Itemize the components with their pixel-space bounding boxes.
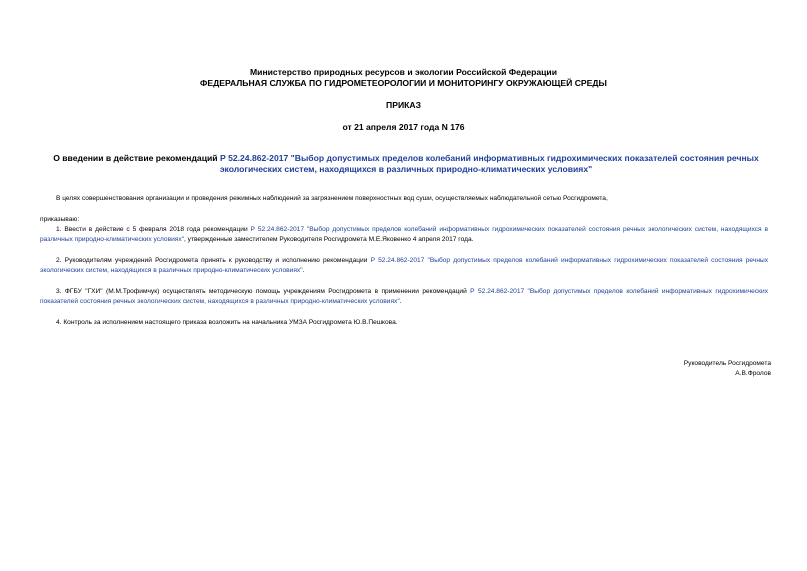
item-2-document-link[interactable]: Р 52.24.862-2017 "Выбор допустимых пределов колебаний информативных гидрохимических показателей состояния речных экологических систем, находящихся в различных природно-климатических условиях" <box>40 257 768 274</box>
title-prefix: О введении в действие рекомендаций <box>53 153 220 163</box>
item-3-document-link[interactable]: Р 52.24.862-2017 "Выбор допустимых пределов колебаний информативных гидрохимических показателей состояния речных экологических систем, находящихся в различных природно-климатических условиях" <box>40 288 768 305</box>
item-1-text-end: , утвержденные заместителем Руководителя Росгидромета М.Е.Яковенко 4 апреля 2017 года. <box>184 235 474 243</box>
document-type: ПРИКАЗ <box>386 100 421 110</box>
item-2-text-end: . <box>302 266 305 274</box>
item-2-text: 2. Руководителям учреждений Росгидромета принять к руководству и исполнению рекомендации <box>56 257 371 264</box>
order-item-1 <box>40 225 768 244</box>
order-item-3 <box>40 287 768 306</box>
item-4-text: 4. Контроль за исполнением настоящего приказа возложить на начальника УМЗА Росгидромета Ю.В.Пешкова. <box>56 319 398 326</box>
item-3-text: 3. ФГБУ "ГХИ" (М.М.Трофимчук) осуществлять методическую помощь учреждениям Росгидромета в применении рекомендаций <box>56 288 471 295</box>
item-1-document-link[interactable]: Р 52.24.862-2017 "Выбор допустимых пределов колебаний информативных гидрохимических показателей состояния речных экологических систем, находящихся в различных природно-климатических условиях" <box>40 226 768 243</box>
item-1-text: 1. Ввести в действие с 5 февраля 2018 года рекомендации <box>56 226 251 233</box>
title-document-link[interactable]: Р 52.24.862-2017 "Выбор допустимых пределов колебаний информативных гидрохимических показателей состояния речных экологических систем, находящихся в различных природно-климатических условиях" <box>219 153 759 174</box>
order-item-2 <box>40 256 768 275</box>
preamble-paragraph: В целях совершенствования организации и проведения режимных наблюдений за загрязнением поверхностных вод суши, осуществляемых наблюдательной сетью Росгидромета, <box>56 195 608 202</box>
item-3-text-end: . <box>399 297 402 305</box>
signature-position: Руководитель Росгидромета <box>683 360 771 367</box>
signature-name: А.В.Фролов <box>735 370 771 377</box>
order-word: приказываю: <box>40 216 80 223</box>
order-item-4 <box>40 318 768 328</box>
ministry-name: Министерство природных ресурсов и экологии Российской Федерации <box>250 67 557 77</box>
document-title <box>36 153 776 175</box>
document-date-number: от 21 апреля 2017 года N 176 <box>342 122 465 132</box>
service-name: ФЕДЕРАЛЬНАЯ СЛУЖБА ПО ГИДРОМЕТЕОРОЛОГИИ И МОНИТОРИНГУ ОКРУЖАЮЩЕЙ СРЕДЫ <box>200 78 607 88</box>
